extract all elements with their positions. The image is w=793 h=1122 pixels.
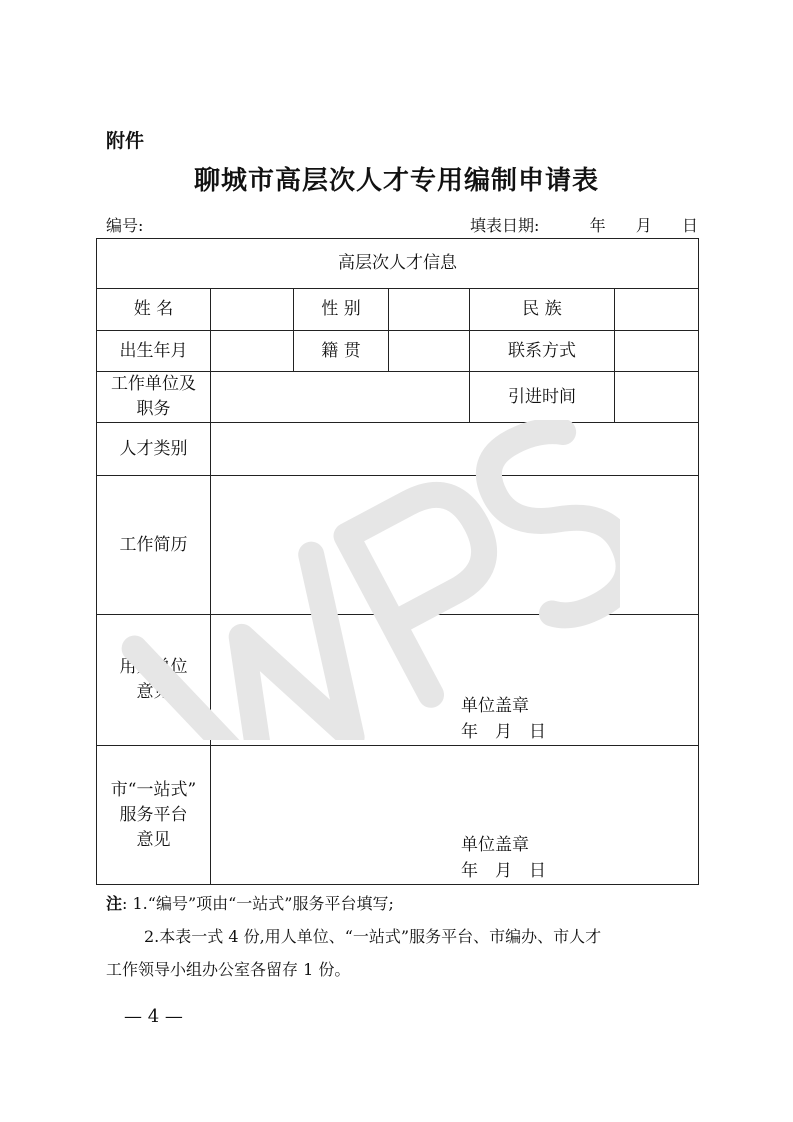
platform-opinion-field[interactable]: [211, 746, 699, 885]
talent-category-label: 人才类别: [97, 423, 211, 476]
native-place-field[interactable]: [389, 331, 470, 372]
serial-number-label: 编号:: [106, 216, 144, 235]
work-unit-label-line2: 职务: [136, 399, 171, 419]
form-title: 聊城市高层次人才专用编制申请表: [193, 166, 599, 196]
name-field[interactable]: [211, 289, 294, 331]
note-line-3: 工作领导小组办公室各留存 1 份。: [106, 960, 351, 979]
fill-date-year: 年: [589, 216, 606, 235]
employer-opinion-label: [97, 615, 211, 746]
ethnicity-label: 民 族: [470, 289, 615, 331]
native-place-label: 籍 贯: [294, 331, 389, 372]
platform-opinion-label: [97, 746, 211, 885]
platform-opinion-label-line1: 市“一站式”: [110, 780, 197, 800]
contact-field[interactable]: [615, 331, 699, 372]
talent-category-field[interactable]: [211, 423, 699, 476]
employer-seal-block: [461, 693, 546, 745]
platform-seal-block: [461, 832, 546, 884]
page-number: — 4 —: [124, 1006, 183, 1027]
fill-date-label: 填表日期:: [470, 216, 540, 235]
contact-label: 联系方式: [470, 331, 615, 372]
work-unit-label: [97, 372, 211, 423]
gender-field[interactable]: [389, 289, 470, 331]
ethnicity-field[interactable]: [615, 289, 699, 331]
employer-opinion-label-line1: 用人单位: [119, 657, 188, 677]
fill-date-day: 日: [682, 216, 699, 235]
employer-opinion-label-line2: 意见: [136, 682, 171, 702]
platform-opinion-label-line2: 服务平台: [119, 805, 188, 825]
application-form-table: [96, 238, 699, 885]
note-label: 注: [106, 894, 123, 913]
section-title: 高层次人才信息: [97, 239, 699, 289]
fill-date-month: 月: [635, 216, 652, 235]
attachment-label: 附件: [106, 130, 145, 152]
fill-date: [470, 213, 698, 236]
note-line-1: [106, 891, 394, 914]
work-unit-label-line1: 工作单位及: [111, 374, 196, 394]
platform-seal-label: 单位盖章: [461, 835, 529, 855]
birth-field[interactable]: [211, 331, 294, 372]
note-line-2: 2.本表一式 4 份,用人单位、“一站式”服务平台、市编办、市人才: [144, 927, 602, 946]
work-history-field[interactable]: [211, 476, 699, 615]
employer-seal-label: 单位盖章: [461, 696, 529, 716]
platform-seal-date: 年 月 日: [461, 861, 546, 881]
birth-label: 出生年月: [97, 331, 211, 372]
intro-time-field[interactable]: [615, 372, 699, 423]
employer-seal-date: 年 月 日: [461, 722, 546, 742]
name-label: 姓 名: [97, 289, 211, 331]
note-line-1-text: : 1.“编号”项由“一站式”服务平台填写;: [122, 894, 394, 913]
work-history-label: 工作简历: [97, 476, 211, 615]
platform-opinion-label-line3: 意见: [136, 830, 171, 850]
work-unit-field[interactable]: [211, 372, 470, 423]
employer-opinion-field[interactable]: [211, 615, 699, 746]
gender-label: 性 别: [294, 289, 389, 331]
intro-time-label: 引进时间: [470, 372, 615, 423]
